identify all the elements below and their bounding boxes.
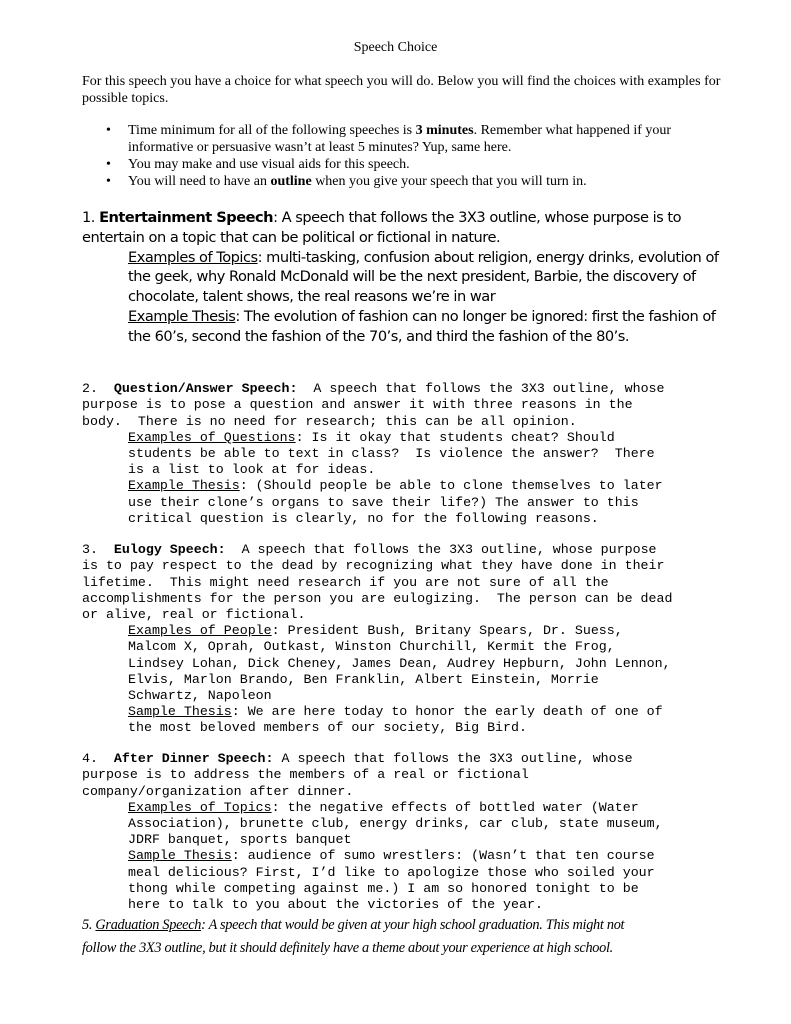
- list-item: • Time minimum for all of the following speeches is 3 minutes. Remember what happened if your informative or persuasive wasn’t at least 5 minutes? Yup, same here.: [106, 123, 672, 155]
- section-heading: Eulogy Speech:: [113, 542, 226, 558]
- examples-label: Examples of Topics: [128, 248, 258, 266]
- bullet-icon: •: [106, 157, 111, 172]
- bullet-icon: •: [106, 123, 111, 138]
- intro-paragraph: For this speech you have a choice for what speech you will do. Below you will find the choices with examples for possible topics.: [82, 74, 721, 106]
- page-title: Speech Choice: [353, 40, 438, 55]
- section-heading: Question/Answer Speech:: [113, 381, 298, 397]
- thesis-label: Sample Thesis: [128, 848, 232, 864]
- list-item: • You will need to have an outline when you give your speech that you will turn in.: [106, 174, 587, 189]
- question-answer-speech-section: 2. Question/Answer Speech: A speech that follows the 3X3 outline, whose purpose is to pose a question and answer it with three reasons in the body. There is no need for research; this can be all opinion. Examples of Questions: Is it okay that students cheat? Should students be able to text in class? Is violence the answer? There is a list to look at for ideas. Example Thesis: (Should people be able to clone themselves to later use their clone’s organs to save their life?) The answer to this critical question is clearly, no for the following reasons.: [82, 381, 665, 526]
- entertainment-speech-section: 1. Entertainment Speech: A speech that follows the 3X3 outline, whose purpose is to entertain on a topic that can be political or fictional in nature. Examples of Topics: multi-tasking, confusion about religion, energy drinks, evolution of the geek, why Ronald McDonald will be the next president, Barbie, the discovery of chocolate, talent shows, the real reasons we’re in war Example Thesis: The evolution of fashion can no longer be ignored: first the fashion of the 60’s, second the fashion of the 70’s, and third the fashion of the 80’s.: [82, 209, 719, 345]
- requirements-list: [82, 122, 722, 190]
- section-heading: Graduation Speech: [95, 917, 202, 933]
- bullet-icon: •: [106, 174, 111, 189]
- after-dinner-speech-section: 4. After Dinner Speech: A speech that follows the 3X3 outline, whose purpose is to address the members of a real or fictional company/organization after dinner. Examples of Topics: the negative effects of bottled water (Water Association), brunette club, energy drinks, car club, state museum, JDRF banquet, sports banquet Sample Thesis: audience of sumo wrestlers: (Wasn’t that ten course meal delicious? First, I’d like to apologize those who soiled your thong while competing against me.) I am so honored tonight to be here to talk to you about the victories of the year.: [82, 751, 663, 913]
- list-item: • You may make and use visual aids for this speech.: [106, 157, 410, 172]
- examples-label: Examples of People: [128, 623, 272, 639]
- examples-label: Examples of Questions: [128, 429, 296, 445]
- thesis-label: Example Thesis: [128, 478, 240, 494]
- thesis-label: Sample Thesis: [128, 704, 232, 720]
- graduation-speech-section: 5. Graduation Speech: A speech that would be given at your high school graduation. This might not follow the 3X3 outline, but it should definitely have a theme about your experience at high school.: [82, 917, 625, 956]
- section-heading: Entertainment Speech: [99, 209, 274, 226]
- examples-label: Examples of Topics: [128, 799, 272, 815]
- section-heading: After Dinner Speech:: [113, 751, 274, 767]
- eulogy-speech-section: 3. Eulogy Speech: A speech that follows the 3X3 outline, whose purpose is to pay respect to the dead by recognizing what they have done in their lifetime. This might need research if you are not sure of all the accomplishments for the person you are eulogizing. The person can be dead or alive, real or fictional. Examples of People: President Bush, Britany Spears, Dr. Suess, Malcom X, Oprah, Outkast, Winston Churchill, Kermit the Frog, Lindsey Lohan, Dick Cheney, James Dean, Audrey Hepburn, John Lennon, Elvis, Marlon Brando, Ben Franklin, Albert Einstein, Morrie Schwartz, Napoleon Sample Thesis: We are here today to honor the early death of one of the most beloved members of our society, Big Bird.: [82, 542, 673, 736]
- thesis-label: Example Thesis: [128, 307, 236, 325]
